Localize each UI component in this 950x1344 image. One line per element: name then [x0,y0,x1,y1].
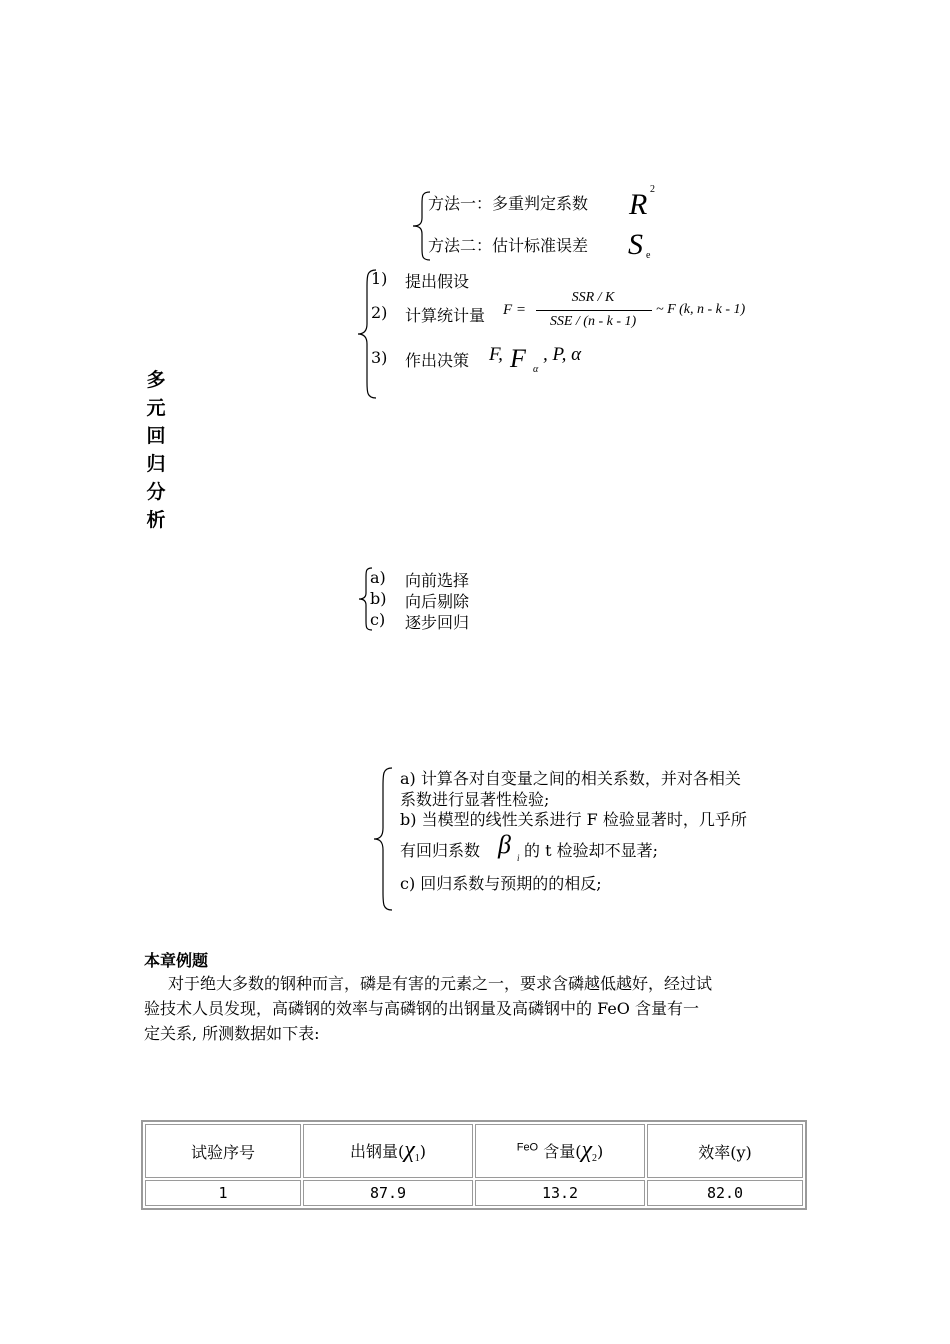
header-efficiency: 效率(y) [647,1124,803,1178]
method-one [428,191,588,214]
sign-a-line1: a) 计算各对自变量之间的相关系数，并对各相关 [400,769,741,788]
decision-f: F, [489,344,503,365]
decision-F-alpha: F [510,344,526,373]
header-trial-number: 试验序号 [145,1124,301,1178]
step-number: 2) [371,303,388,322]
formula-distribution: ~ F (k, n - k - 1) [656,302,746,317]
method-two [428,233,588,256]
step-number: 3) [371,348,388,367]
chi-sub: 2 [592,1153,598,1165]
chi-symbol: χ [581,1137,593,1164]
table-cell: 13.2 [475,1180,645,1206]
step-text: 提出假设 [405,272,470,291]
beta-symbol: β [498,830,511,859]
sign-b-line2-pre: 有回归系数 [400,841,481,860]
chi-sub: 1 [414,1153,420,1165]
step-number: 1) [371,269,388,288]
chi-symbol: χ [404,1137,415,1164]
selection-text: 逐步回归 [405,613,470,632]
selection-text: 向前选择 [405,571,470,590]
header-feo-content [475,1124,645,1178]
step-text: 作出决策 [405,351,470,370]
header-text: 含量( [538,1142,582,1162]
title-char: 回 [146,425,166,447]
title-char: 析 [146,509,166,531]
formula-numerator: SSR / K [571,290,615,305]
selection-number: b) [370,589,387,608]
example-line: 定关系, 所测数据如下表: [144,1024,320,1043]
method-one-text: 方法一：多重判定系数 [428,194,589,213]
decision-rest: , P, α [543,344,582,365]
selection-number: c) [370,610,386,629]
sign-b-line1: b) 当模型的线性关系进行 F 检验显著时，几乎所 [400,810,747,829]
r-squared-sup: 2 [650,184,655,195]
fraction-bar [536,310,652,311]
table-row [145,1180,803,1206]
title-char: 分 [146,481,166,503]
title-char: 元 [146,397,166,419]
table-cell: 82.0 [647,1180,803,1206]
sign-b-line2-post: 的 t 检验却不显著; [524,841,658,860]
selection-number: a) [370,568,386,587]
multicollinearity-brace [372,766,394,912]
example-line: 对于绝大多数的钢种而言，磷是有害的元素之一，要求含磷越低越好，经过试 [168,974,713,993]
title-char: 归 [146,453,166,475]
table-cell: 1 [145,1180,301,1206]
selection-text: 向后剔除 [405,592,470,611]
header-steel-output [303,1124,473,1178]
method-two-text: 方法二：估计标准误差 [428,236,589,255]
formula-lhs: F = [503,302,527,318]
formula-denominator: SSE / (n - k - 1) [549,314,637,329]
se-symbol: S [628,228,643,261]
beta-sub: i [517,853,520,863]
vertical-title [144,366,168,534]
decision-alpha-sub: α [533,364,539,375]
table-cell: 87.9 [303,1180,473,1206]
example-paragraph [144,971,806,1046]
header-text: ) [419,1142,427,1162]
r-squared-symbol: R [629,188,648,221]
table-header-row [145,1124,803,1178]
feo-label: FeO [516,1142,539,1155]
sign-c-line: c) 回归系数与预期的的相反; [400,874,602,893]
data-table [141,1120,807,1210]
example-line: 验技术人员发现，高磷钢的效率与高磷钢的出钢量及高磷钢中的 FeO 含量有一 [144,999,699,1018]
sign-a-line2: 系数进行显著性检验; [400,790,550,809]
header-text: 出钢量( [349,1142,405,1162]
example-heading: 本章例题 [144,951,209,970]
se-sub: e [646,250,651,261]
step-text: 计算统计量 [405,306,486,325]
title-char: 多 [146,369,166,391]
header-text: ) [597,1142,604,1162]
